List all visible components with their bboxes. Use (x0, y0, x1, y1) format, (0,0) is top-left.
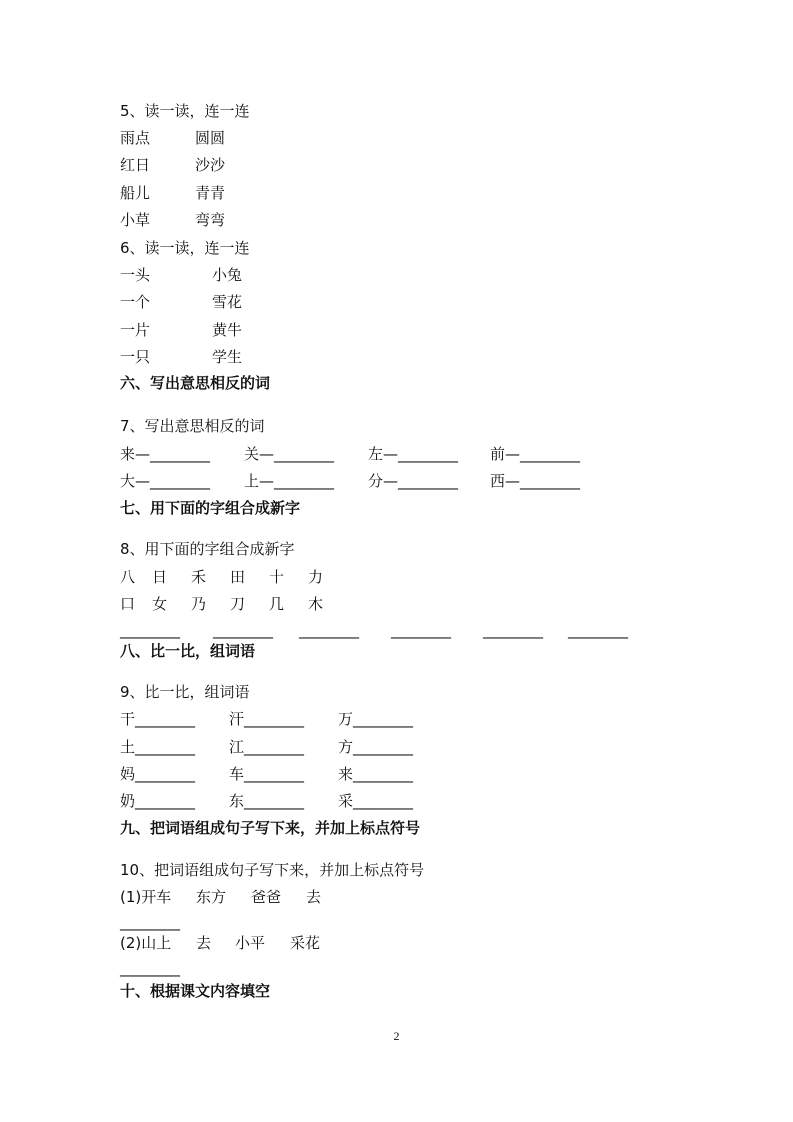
q10-item1-word3: 爸爸 (251, 888, 282, 906)
q9-r2-c1: 土________ (120, 738, 196, 756)
q5-left-3: 船儿 (120, 184, 151, 202)
section-6-heading: 六、写出意思相反的词 (120, 374, 271, 392)
q6-right-4: 学生 (212, 348, 243, 366)
q6-left-4: 一只 (120, 348, 151, 366)
q8-char-2-4: 刀 (230, 595, 246, 613)
q8-char-1-4: 田 (230, 568, 246, 586)
q5-right-4: 弯弯 (195, 211, 226, 229)
q8-title: 8、用下面的字组合成新字 (120, 540, 295, 558)
q9-r4-c2: 东________ (229, 792, 305, 810)
q10-item2-word4: 采花 (290, 934, 321, 952)
q10-item2-word2: 去 (196, 934, 212, 952)
q7-r2-c3: 分—________ (368, 472, 459, 490)
q8-blank-1: ________ (120, 621, 180, 639)
q5-right-1: 圆圆 (195, 129, 226, 147)
section-10-heading: 十、根据课文内容填空 (120, 982, 271, 1000)
q6-left-1: 一头 (120, 266, 151, 284)
q8-char-2-2: 女 (152, 595, 168, 613)
q9-r1-c1: 干________ (120, 710, 196, 728)
q8-blank-5: ________ (483, 621, 543, 639)
q8-blank-6: ________ (568, 621, 628, 639)
q10-title: 10、把词语组成句子写下来，并加上标点符号 (120, 861, 425, 879)
q5-left-4: 小草 (120, 211, 151, 229)
q10-blank-2: ________ (120, 959, 180, 977)
q7-r1-c2: 关—________ (244, 445, 335, 463)
q10-item1-word4: 去 (306, 888, 322, 906)
q8-char-1-1: 八 (120, 568, 136, 586)
q7-r2-c1: 大—________ (120, 472, 211, 490)
q8-blank-3: ________ (299, 621, 359, 639)
section-8-heading: 八、比一比，组词语 (120, 642, 256, 660)
q8-blank-2: ________ (213, 621, 273, 639)
q10-blank-1: ________ (120, 913, 180, 931)
q8-char-2-5: 几 (269, 595, 285, 613)
q9-r4-c3: 采________ (338, 792, 414, 810)
q7-r2-c2: 上—________ (244, 472, 335, 490)
q6-right-1: 小兔 (212, 266, 243, 284)
q8-char-2-3: 乃 (191, 595, 207, 613)
q7-title: 7、写出意思相反的词 (120, 417, 265, 435)
q10-item2-word1: (2)山上 (120, 934, 172, 952)
q9-r1-c2: 汗________ (229, 710, 305, 728)
q9-r1-c3: 万________ (338, 710, 414, 728)
q6-right-2: 雪花 (212, 293, 243, 311)
q9-r2-c2: 江________ (229, 738, 305, 756)
q9-r4-c1: 奶________ (120, 792, 196, 810)
q5-title: 5、读一读，连一连 (120, 102, 250, 120)
q7-r1-c1: 来—________ (120, 445, 211, 463)
q8-blank-4: ________ (391, 621, 451, 639)
q9-title: 9、比一比，组词语 (120, 683, 250, 701)
q6-left-2: 一个 (120, 293, 151, 311)
q6-right-3: 黄牛 (212, 321, 243, 339)
q8-char-1-6: 力 (308, 568, 324, 586)
q10-item2-word3: 小平 (235, 934, 266, 952)
q8-char-1-3: 禾 (191, 568, 207, 586)
q6-left-3: 一片 (120, 321, 151, 339)
q8-char-1-2: 日 (152, 568, 168, 586)
q9-r2-c3: 方________ (338, 738, 414, 756)
q9-r3-c3: 来________ (338, 765, 414, 783)
q5-right-2: 沙沙 (195, 156, 226, 174)
q7-r1-c3: 左—________ (368, 445, 459, 463)
q9-r3-c2: 车________ (229, 765, 305, 783)
section-9-heading: 九、把词语组成句子写下来，并加上标点符号 (120, 819, 421, 837)
q7-r1-c4: 前—________ (490, 445, 581, 463)
q5-right-3: 青青 (195, 184, 226, 202)
q8-char-2-1: 口 (120, 595, 136, 613)
q9-r3-c1: 妈________ (120, 765, 196, 783)
q8-char-1-5: 十 (269, 568, 285, 586)
q6-title: 6、读一读，连一连 (120, 239, 250, 257)
section-7-heading: 七、用下面的字组合成新字 (120, 499, 301, 517)
q10-item1-word1: (1)开车 (120, 888, 172, 906)
q7-r2-c4: 西—________ (490, 472, 581, 490)
q5-left-2: 红日 (120, 156, 151, 174)
page-number: 2 (393, 1029, 400, 1043)
q8-char-2-6: 木 (308, 595, 324, 613)
q10-item1-word2: 东方 (196, 888, 227, 906)
q5-left-1: 雨点 (120, 129, 151, 147)
